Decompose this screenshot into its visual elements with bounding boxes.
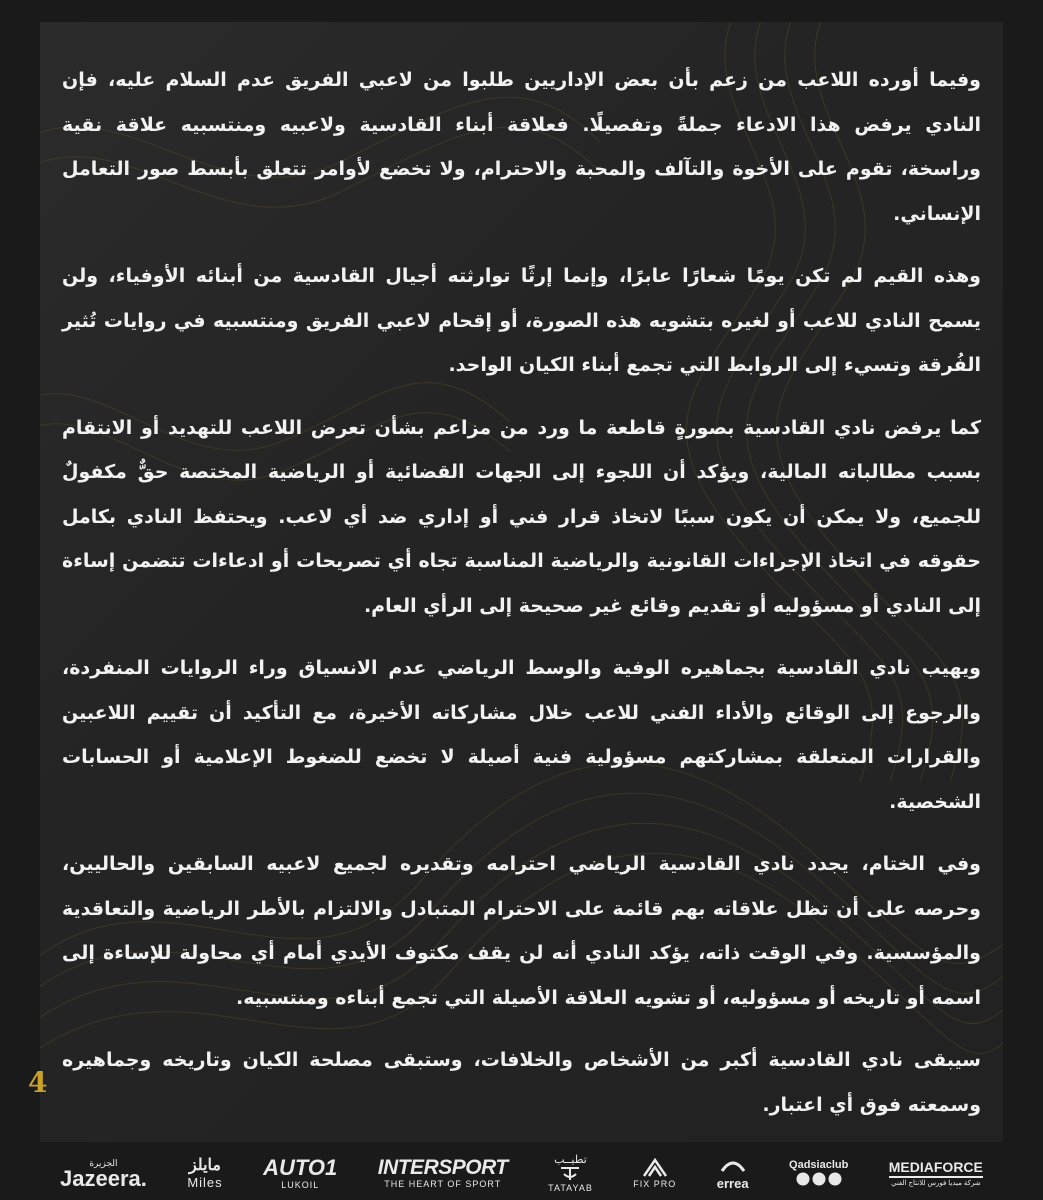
fixpro-name: FIX PRO: [633, 1178, 677, 1189]
tatayab-icon: [559, 1166, 581, 1182]
paragraph: كما يرفض نادي القادسية بصورةٍ قاطعة ما ورد من مزاعم بشأن تعرض اللاعب للتهديد أو الانتقام بسبب مطالباته المالية، ويؤكد أن اللجوء إلى الجهات القضائية أو الرياضية المختصة حقٌّ مكفولٌ للجميع، ولا يمكن أن يكون سببًا لاتخاذ قرار فني أو إداري ضد أي لاعب. ويحتفظ النادي بكامل حقوقه في اتخاذ الإجراءات القانونية والرياضية المناسبة تجاه أي تصريحات أو ادعاءات تتضمن إساءة إلى النادي أو مسؤوليه أو تقديم وقائع غير صحيحة إلى الرأي العام.: [62, 416, 981, 617]
mediaforce-name: MEDIAFORCE: [889, 1160, 983, 1178]
auto1-logo: [263, 1154, 338, 1190]
auto1-name: AUTO1: [263, 1154, 338, 1180]
tatayab-name: TATAYAB: [548, 1183, 593, 1193]
tatayab-logo: [548, 1153, 593, 1193]
statement-panel: [40, 22, 1003, 1142]
auto1-sub: LUKOIL: [281, 1179, 320, 1190]
statement-text: [62, 58, 981, 1142]
jazeera-name: Jazeera.: [60, 1165, 147, 1191]
social-icons: [795, 1171, 843, 1187]
miles-name: Miles: [187, 1174, 223, 1190]
intersport-logo: [378, 1157, 508, 1189]
qadsia-name: Qadsiaclub: [789, 1158, 849, 1171]
jazeera-arabic: الجزيرة: [89, 1157, 118, 1168]
mediaforce-arabic: شركة ميديا فورس للانتاج الفني: [890, 1179, 981, 1187]
intersport-tagline: THE HEART OF SPORT: [384, 1179, 502, 1189]
paragraph: وفي الختام، يجدد نادي القادسية الرياضي احترامه وتقديره لجميع لاعبيه السابقين والحاليين، وحرصه على أن تظل علاقاته بهم قائمة على الاحترام المتبادل والالتزام بالأطر الرياضية والتعاقدية والمؤسسية. وفي الوقت ذاته، يؤكد النادي أنه لن يقف مكتوف الأيدي أمام أي محاولة للإساءة إلى اسمه أو تاريخه أو مسؤوليه، أو تشويه العلاقة الأصيلة التي تجمع أبناءه ومنتسبيه.: [62, 853, 981, 1009]
paragraph: ويهيب نادي القادسية بجماهيره الوفية والوسط الرياضي عدم الانسياق وراء الروايات المنفردة، والرجوع إلى الوقائع والأداء الفني للاعب خلال مشاركاته الأخيرة، مع التأكيد أن تقييم اللاعبين والقرارات المتعلقة بمشاركتهم مسؤولية فنية أصيلة لا تخضع للضغوط الإعلامية أو الحسابات الشخصية.: [62, 657, 981, 813]
fixpro-icon: [642, 1158, 668, 1178]
paragraph: وفيما أورده اللاعب من زعم بأن بعض الإداريين طلبوا من لاعبي الفريق عدم السلام عليه، فإن النادي يرفض هذا الادعاء جملةً وتفصيلًا. فعلاقة أبناء القادسية ولاعبيه ومنتسبيه علاقة نقية وراسخة، تقوم على الأخوة والتآلف والمحبة والاحترام، ولا تخضع لأوامر تتعلق بأبسط صور التعامل الإنساني.: [62, 69, 981, 225]
miles-arabic: مايلز: [188, 1156, 221, 1174]
qadsia-club-logo: [789, 1160, 848, 1187]
page-number: 4: [28, 1066, 48, 1099]
errea-name: errea: [716, 1175, 749, 1191]
sponsor-strip: [0, 1148, 1043, 1198]
fixpro-logo: [633, 1158, 676, 1189]
paragraph: وهذه القيم لم تكن يومًا شعارًا عابرًا، وإنما إرثًا توارثته أجيال القادسية من أبنائه الأوفياء، ولن يسمح النادي للاعب أو لغيره بتشويه هذه الصورة، أو إقحام لاعبي الفريق ومنتسبيه في روايات تُثير الفُرقة وتسيء إلى الروابط التي تجمع أبناء الكيان الواحد.: [62, 265, 981, 376]
mediaforce-logo: [889, 1160, 983, 1187]
errea-logo: [717, 1157, 749, 1190]
intersport-name: INTERSPORT: [377, 1156, 508, 1179]
paragraph: سيبقى نادي القادسية أكبر من الأشخاص والخلافات، وستبقى مصلحة الكيان وتاريخه وجماهيره وسمعته فوق أي اعتبار.: [62, 1049, 981, 1116]
errea-icon: [720, 1157, 746, 1177]
miles-logo: [187, 1158, 222, 1189]
jazeera-logo: [60, 1157, 147, 1190]
tatayab-arabic: تطيــب: [554, 1154, 587, 1166]
